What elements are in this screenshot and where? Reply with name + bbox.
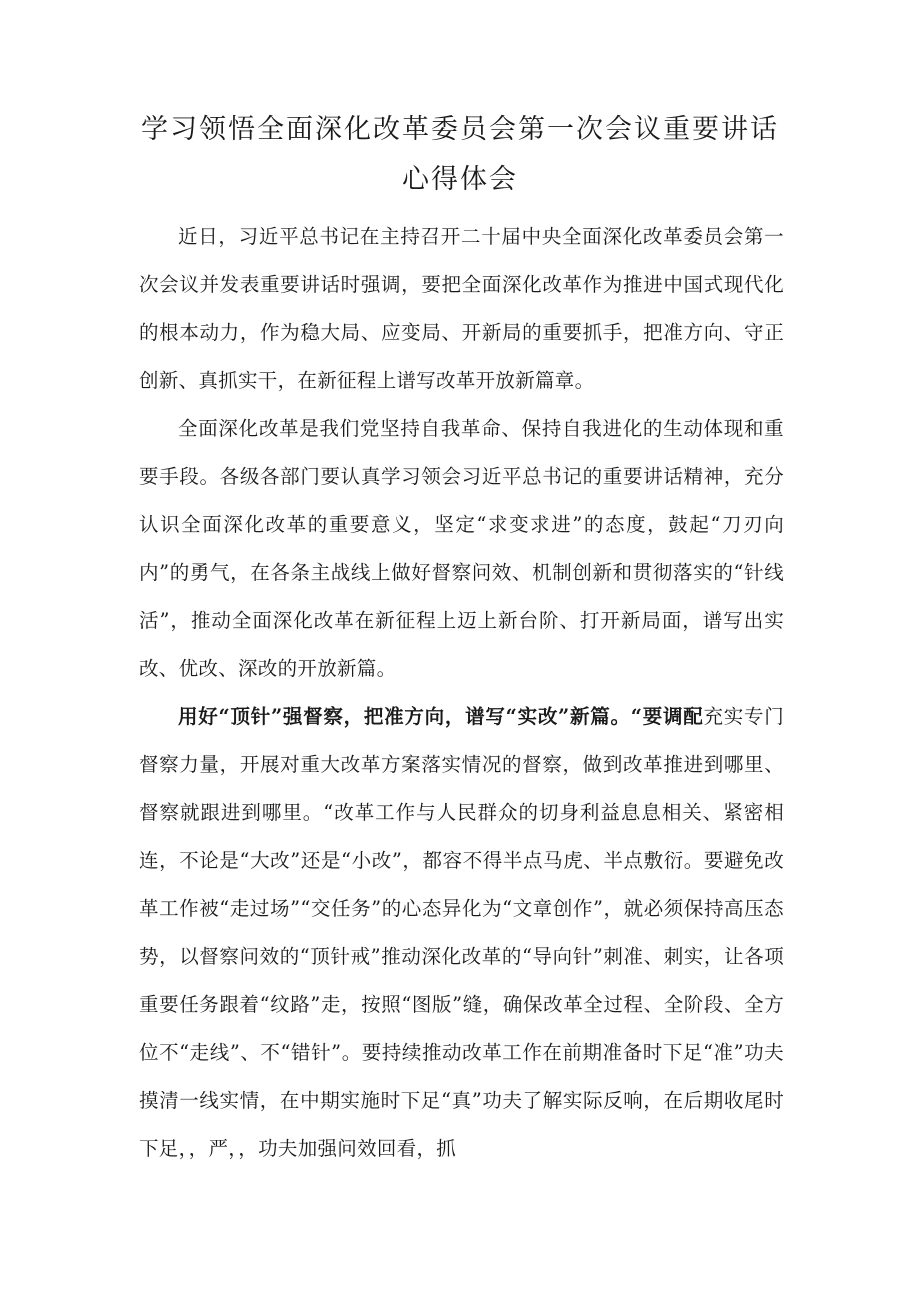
paragraph-1-text: 近日，习近平总书记在主持召开二十届中央全面深化改革委员会第一次会议并发表重要讲话时强调，要把全面深化改革作为推进中国式现代化的根本动力，作为稳大局、应变局、开新局的重要抓手，把准方向、守正创新、真抓实干，在新征程上谱写改革开放新篇章。 <box>139 225 784 392</box>
document-body <box>139 213 784 1173</box>
paragraph-2 <box>139 405 784 693</box>
paragraph-3 <box>139 693 784 1173</box>
paragraph-2-text: 全面深化改革是我们党坚持自我革命、保持自我进化的生动体现和重要手段。各级各部门要认真学习领会习近平总书记的重要讲话精神，充分认识全面深化改革的重要意义，坚定“求变求进”的态度，鼓起“刀刃向内”的勇气，在各条主战线上做好督察问效、机制创新和贯彻落实的“针线活”，推动全面深化改革在新征程上迈上新台阶、打开新局面，谱写出实改、优改、深改的开放新篇。 <box>139 417 784 680</box>
document-title-line-2: 心得体会 <box>402 164 518 195</box>
paragraph-3-text: 充实专门督察力量，开展对重大改革方案落实情况的督察，做到改革推进到哪里、督察就跟进到哪里。“改革工作与人民群众的切身利益息息相关、紧密相连，不论是“大改”还是“小改”，都容不得半点马虎、半点敷衍。要避免改革工作被“走过场”“交任务”的心态异化为“文章创作”，就必须保持高压态势，以督察问效的“顶针戒”推动深化改革的“导向针”刺准、刺实，让各项重要任务跟着“纹路”走，按照“图版”缝，确保改革全过程、全阶段、全方位不“走线”、不“错针”。要持续推动改革工作在前期准备时下足“准”功夫摸清一线实情，在中期实施时下足“真”功夫了解实际反响，在后期收尾时下足，，严，，功夫加强问效回看，抓 <box>139 705 785 1160</box>
paragraph-1 <box>139 213 784 405</box>
document-title-line-1: 学习领悟全面深化改革委员会第一次会议重要讲话 <box>141 114 779 145</box>
paragraph-3-heading: 用好“顶针”强督察，把准方向，谱写“实改”新篇。“要调配 <box>178 705 704 728</box>
